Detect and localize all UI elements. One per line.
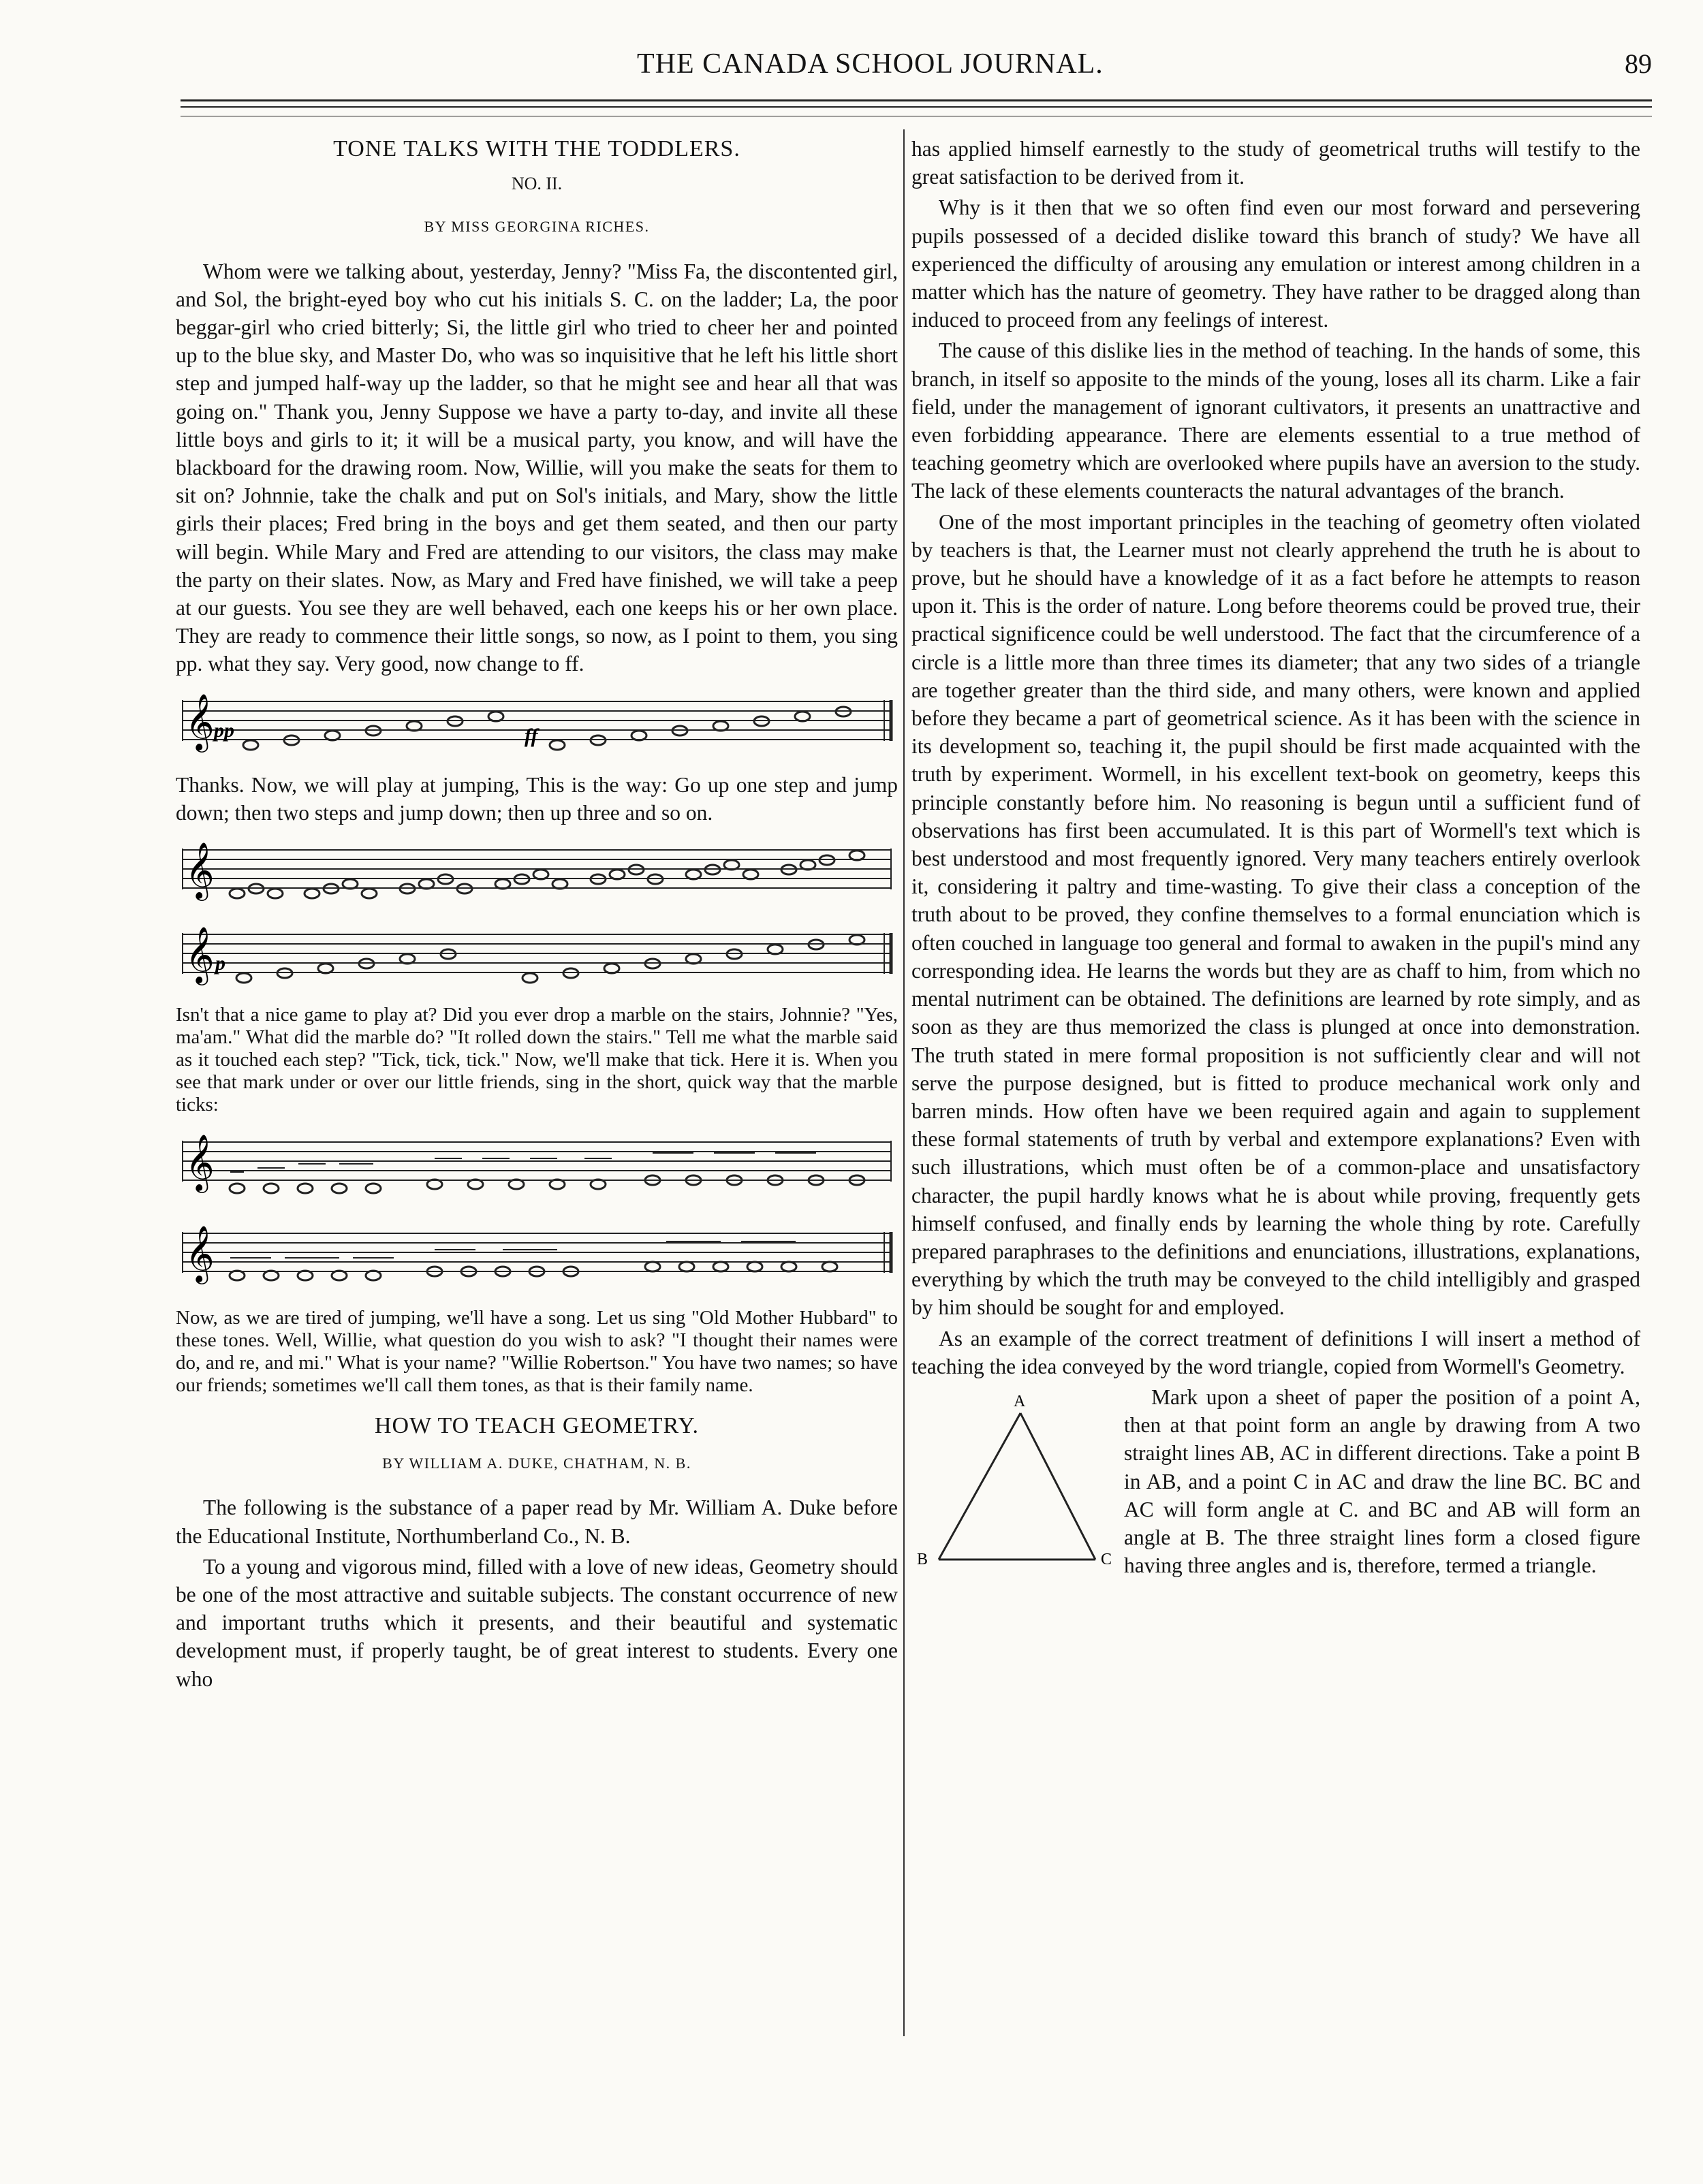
music-staff-1 (176, 688, 898, 763)
music-staff-5 (176, 1217, 898, 1299)
vertex-label-c: C (1101, 1550, 1112, 1568)
geometry-paragraph-2-continued: has applied himself earnestly to the study of geometrical truths will testify to the great satisfaction to be derived from it. (911, 137, 1640, 189)
header-rule-bottom (181, 106, 1652, 108)
left-column (176, 135, 898, 1696)
music-staff-2 (176, 836, 898, 911)
geometry-paragraph-4: The cause of this dislike lies in the method of teaching. In the hands of some, this branch, in itself so apposite to the minds of the young, loses all its charm. Like a fair field, under the management of ignorant cultivators, it presents an unattractive and even forbidding appearance. There are elements essential to a true method of teaching geometry which are overlooked where pupils have an aversion to the study. The lack of these elements counteracts the natural advantages of the branch. (911, 338, 1640, 503)
dynamic-mark-ff: ff (525, 724, 538, 747)
geometry-paragraph-5: One of the most important principles in the teaching of geometry often violated by teachers is that, the Learner must not clearly apprehend the truth he is about to prove, but he should have a knowledge of it as a fact before he attempts to reason upon it. This is the order of nature. Long before theorems could be proved true, their practical significence could be well understood. The fact that the circumference of a circle is a little more than three times its diameter; that any two sides of a triangle are together greater than the third side, and many others, were known and applied before they became a part of geometrical science. As it has been with the science in its development so, teaching it, the pupil should be first made acquainted with the truth by experiment. Wormell, in his excellent text-book on geometry, keeps this principle constantly before him. No reasoning is begun until a sufficient fund of observations has first been accumulated. It is this part of Wormell's text which is best understood and most frequently ignored. Very many teachers entirely overlook it, considering it paltry and time-wasting. To give their class a conception of the truth about to be proved, they confine themselves to a formal enunciation which is often couched in language too general and formal to awaken in the pupil's mind any corresponding idea. He learns the words but they are as chaff to him, from which no mental nutriment can be obtained. The definitions are learned by rote simply, and as soon as they are thus memorized the class is plunged at once into demonstration. The truth stated in mere formal proposition is not sufficiently clear and will not serve the purpose designed, but is fitted to produce mechanical work only and barren minds. How often have we been required again and again to supplement these formal statements of truth by verbal and extempore explanations? Even with such illustrations, which must often be of a common-place and unsatisfactory character, the pupil hardly knows what he is about while proving, frequently gets himself confused, and finally ends by learning the whole thing by rote. Carefully prepared paraphrases to the definitions and enunciations, illustrations, explanations, everything by which the truth may be conveyed to the child intelligibly and grasped by him should be sought for and employed. (911, 509, 1640, 1320)
geometry-paragraph-6: As an example of the correct treatment of definitions I will insert a method of teaching the idea conveyed by the word triangle, copied from Wormell's Geometry. (911, 1326, 1640, 1378)
page-header (181, 48, 1652, 95)
svg-text:𝄞: 𝄞 (185, 692, 215, 750)
vertex-label-b: B (917, 1550, 928, 1568)
geometry-paragraph-7: Mark upon a sheet of paper the position of a point A, then at that point form an angle by drawing from A two straight lines AB, AC in different directions. Take a point B in AB, and a point C in AC and draw the line BC. BC and AC will form angle at C. and BC and AB will form an angle at B. The three straight lines form a closed figure having three angles and is, therefore, termed a triangle. (1124, 1384, 1640, 1578)
svg-text:𝄞: 𝄞 (185, 1133, 215, 1191)
article-byline-riches: BY MISS GEORGINA RICHES. (424, 218, 650, 236)
tone-talks-paragraph-3: Isn't that a nice game to play at? Did you ever drop a marble on the stairs, Johnnie? "Yes, ma'am." What did the marble do? "It rolled down the stairs." Tell me what the marble said as it touched each step? "Tick, tick, tick." Now, we'll make that tick. Here it is. When you see that mark under or over our little friends, sing in the short, quick way that the marble ticks: (176, 1004, 898, 1116)
svg-text:𝄞: 𝄞 (185, 841, 215, 899)
tone-talks-paragraph-1: Whom were we talking about, yesterday, Jenny? "Miss Fa, the discontented girl, and Sol, the bright-eyed boy who cut his initials S. C. on the ladder; La, the poor beggar-girl who cried bitterly; Si, the little girl who tried to cheer her and pointed up to the blue sky, and Master Do, who was so inquisitive that he left his little short step and jumped half-way up the ladder, so that he might see and hear all that was going on." Thank you, Jenny Suppose we have a party to-day, and invite all these little boys and girls to it; it will be a musical party, you know, and will have the blackboard for the drawing room. Now, Willie, will you make the seats for them to sit on? Johnnie, take the chalk and put on Sol's initials, and Mary, show the little girls their places; Fred bring in the boys and get them seated, and then our party will begin. While Mary and Fred are attending to our visitors, the class may make the party on their slates. Now, as Mary and Fred have finished, we will take a peep at our guests. You see they are well behaved, each one keeps his or her own place. They are ready to commence their little songs, so now, as I point to them, you sing pp. what they say. Very good, now change to ff. (176, 259, 898, 676)
article-title-tone-talks: TONE TALKS WITH THE TODDLERS. (333, 136, 740, 161)
article-title-geometry: HOW TO TEACH GEOMETRY. (374, 1413, 699, 1439)
vertex-label-a: A (1014, 1392, 1026, 1410)
tone-talks-paragraph-2: Thanks. Now, we will play at jumping, This is the way: Go up one step and jump down; then two steps and jump down; then up three and so on. (176, 772, 898, 825)
column-divider (903, 129, 905, 2036)
dynamic-mark-pp: pp (214, 718, 234, 742)
header-rule-top (181, 99, 1652, 101)
page-number: 89 (1625, 48, 1652, 79)
svg-text:𝄞: 𝄞 (185, 925, 215, 983)
music-staff-4 (176, 1126, 898, 1207)
svg-text:𝄞: 𝄞 (185, 1224, 215, 1282)
article-byline-duke: BY WILLIAM A. DUKE, CHATHAM, N. B. (382, 1455, 691, 1472)
geometry-paragraph-2-part: To a young and vigorous mind, filled with a love of new ideas, Geometry should be one of the most attractive and suitable subjects. The constant occurrence of new and important truths which it presents, and their beautiful and systematic development must, if properly taught, be of great interest to students. Every one who (176, 1554, 898, 1691)
tone-talks-paragraph-4: Now, as we are tired of jumping, we'll have a song. Let us sing "Old Mother Hubbard" to these tones. Well, Willie, what question do you wish to ask? "I thought their names were do, and re, and mi." What is your name? "Willie Robertson." You have two names; so have our friends; sometimes we'll call them tones, as that is their family name. (176, 1307, 898, 1397)
music-staff-3 (176, 921, 898, 996)
geometry-paragraph-1: The following is the substance of a paper read by Mr. William A. Duke before the Educational Institute, Northumberland Co., N. B. (176, 1495, 898, 1548)
right-column (911, 135, 1640, 1583)
running-title: THE CANADA SCHOOL JOURNAL. (637, 48, 1104, 80)
dynamic-mark-p: p (215, 952, 225, 975)
article-number: NO. II. (511, 174, 563, 194)
triangle-figure (911, 1386, 1116, 1583)
geometry-paragraph-3: Why is it then that we so often find even our most forward and persevering pupils possessed of a decided dislike toward this branch of study? We have all experienced the difficulty of arousing any emulation or interest among children in a matter which has the nature of geometry. They have rather to be dragged along than induced to proceed from any feelings of interest. (911, 195, 1640, 332)
